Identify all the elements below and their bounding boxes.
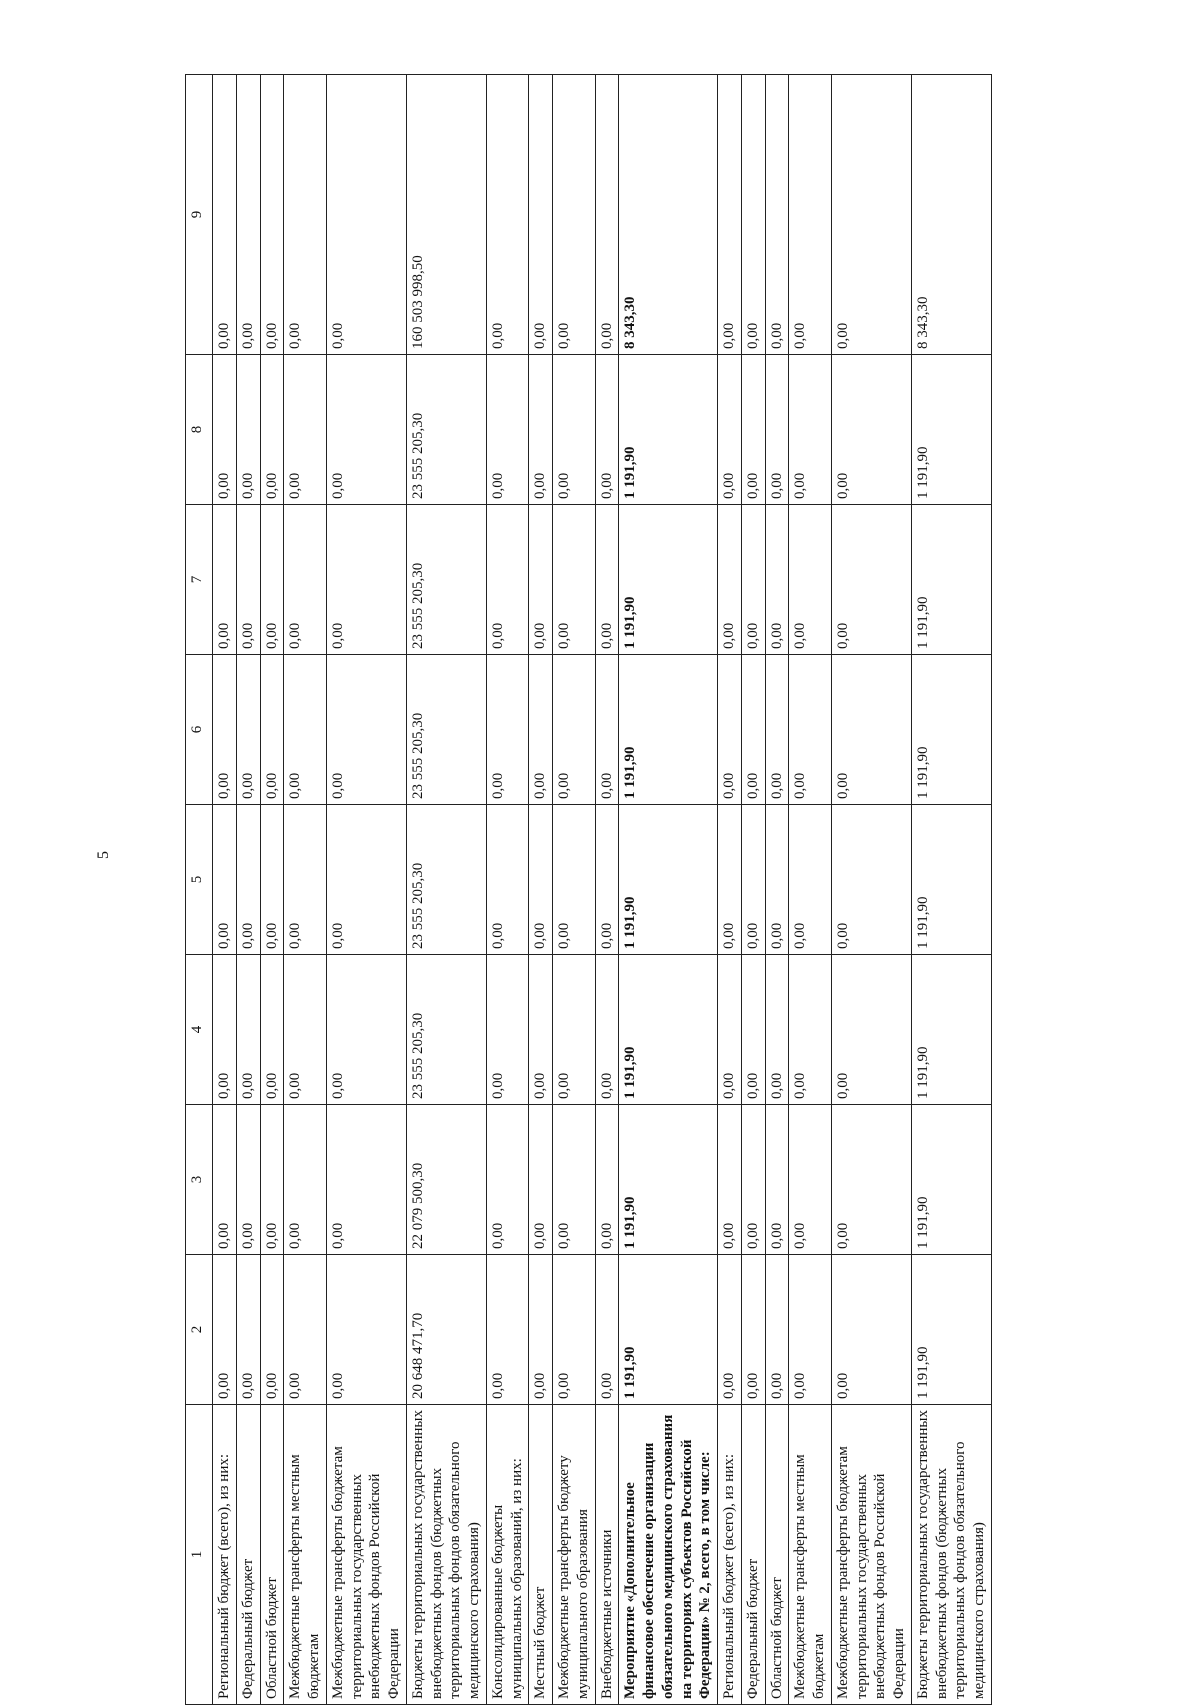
value-cell: 0,00 bbox=[486, 655, 529, 805]
value-cell: 1 191,90 bbox=[619, 805, 718, 955]
table-body bbox=[213, 75, 992, 1705]
row-label: Федеральный бюджет bbox=[236, 1405, 260, 1705]
value-cell: 0,00 bbox=[741, 1105, 765, 1255]
row-label: Региональный бюджет (всего), из них: bbox=[213, 1405, 237, 1705]
value-cell: 8 343,30 bbox=[911, 75, 991, 355]
value-cell: 0,00 bbox=[718, 355, 742, 505]
value-cell: 0,00 bbox=[765, 505, 789, 655]
value-cell: 1 191,90 bbox=[619, 655, 718, 805]
table-row bbox=[236, 75, 260, 1705]
row-label: Консолидированные бюджеты муниципальных образований, из них: bbox=[486, 1405, 529, 1705]
value-cell: 0,00 bbox=[595, 355, 619, 505]
value-cell: 0,00 bbox=[553, 805, 596, 955]
value-cell: 0,00 bbox=[789, 75, 832, 355]
value-cell: 0,00 bbox=[213, 355, 237, 505]
value-cell: 0,00 bbox=[718, 1105, 742, 1255]
value-cell: 0,00 bbox=[741, 505, 765, 655]
value-cell: 0,00 bbox=[213, 805, 237, 955]
value-cell: 0,00 bbox=[213, 1105, 237, 1255]
table-row bbox=[718, 75, 742, 1705]
value-cell: 23 555 205,30 bbox=[406, 655, 486, 805]
value-cell: 0,00 bbox=[789, 655, 832, 805]
value-cell: 0,00 bbox=[284, 1255, 327, 1405]
value-cell: 0,00 bbox=[260, 955, 284, 1105]
value-cell: 0,00 bbox=[831, 655, 911, 805]
value-cell: 0,00 bbox=[486, 505, 529, 655]
column-header-3: 3 bbox=[186, 1105, 213, 1255]
value-cell: 0,00 bbox=[213, 505, 237, 655]
value-cell: 0,00 bbox=[486, 355, 529, 505]
value-cell: 1 191,90 bbox=[911, 355, 991, 505]
value-cell: 0,00 bbox=[326, 75, 406, 355]
value-cell: 0,00 bbox=[326, 655, 406, 805]
row-label: Местный бюджет bbox=[529, 1405, 553, 1705]
value-cell: 0,00 bbox=[529, 955, 553, 1105]
value-cell: 0,00 bbox=[260, 1255, 284, 1405]
value-cell: 0,00 bbox=[553, 1105, 596, 1255]
value-cell: 0,00 bbox=[718, 655, 742, 805]
column-header-2: 2 bbox=[186, 1255, 213, 1405]
value-cell: 0,00 bbox=[326, 1105, 406, 1255]
value-cell: 0,00 bbox=[236, 955, 260, 1105]
value-cell: 0,00 bbox=[284, 655, 327, 805]
row-label: Внебюджетные источники bbox=[595, 1405, 619, 1705]
value-cell: 0,00 bbox=[213, 955, 237, 1105]
value-cell: 0,00 bbox=[595, 805, 619, 955]
value-cell: 0,00 bbox=[831, 75, 911, 355]
value-cell: 0,00 bbox=[236, 355, 260, 505]
table-row bbox=[553, 75, 596, 1705]
value-cell: 0,00 bbox=[765, 805, 789, 955]
table-row bbox=[529, 75, 553, 1705]
value-cell: 0,00 bbox=[213, 1255, 237, 1405]
table-row bbox=[260, 75, 284, 1705]
table-row bbox=[741, 75, 765, 1705]
value-cell: 0,00 bbox=[765, 355, 789, 505]
value-cell: 0,00 bbox=[765, 75, 789, 355]
value-cell: 0,00 bbox=[553, 75, 596, 355]
value-cell: 0,00 bbox=[529, 75, 553, 355]
value-cell: 0,00 bbox=[529, 805, 553, 955]
value-cell: 0,00 bbox=[595, 1105, 619, 1255]
row-label: Мероприятие «Дополнительное финансовое обеспечение организации обязательного медицинского страхования на территориях субъектов Российской Федерации» № 2, всего, в том числе: bbox=[619, 1405, 718, 1705]
value-cell: 1 191,90 bbox=[911, 1255, 991, 1405]
rotated-table-container bbox=[185, 75, 1200, 1705]
value-cell: 1 191,90 bbox=[911, 955, 991, 1105]
value-cell: 1 191,90 bbox=[619, 955, 718, 1105]
value-cell: 0,00 bbox=[831, 805, 911, 955]
value-cell: 1 191,90 bbox=[911, 1105, 991, 1255]
value-cell: 0,00 bbox=[529, 1255, 553, 1405]
value-cell: 1 191,90 bbox=[619, 1255, 718, 1405]
value-cell: 0,00 bbox=[260, 1105, 284, 1255]
column-header-6: 6 bbox=[186, 655, 213, 805]
table-row bbox=[595, 75, 619, 1705]
column-header-5: 5 bbox=[186, 805, 213, 955]
value-cell: 0,00 bbox=[486, 955, 529, 1105]
value-cell: 0,00 bbox=[789, 805, 832, 955]
column-header-4: 4 bbox=[186, 955, 213, 1105]
value-cell: 1 191,90 bbox=[911, 805, 991, 955]
value-cell: 0,00 bbox=[789, 955, 832, 1105]
row-label: Межбюджетные трансферты бюджетам территориальных государственных внебюджетных фондов Российской Федерации bbox=[831, 1405, 911, 1705]
value-cell: 0,00 bbox=[326, 505, 406, 655]
table-row bbox=[911, 75, 991, 1705]
value-cell: 1 191,90 bbox=[619, 505, 718, 655]
table-row bbox=[486, 75, 529, 1705]
value-cell: 0,00 bbox=[718, 955, 742, 1105]
value-cell: 0,00 bbox=[284, 355, 327, 505]
row-label: Межбюджетные трансферты бюджету муниципального образования bbox=[553, 1405, 596, 1705]
value-cell: 0,00 bbox=[553, 1255, 596, 1405]
value-cell: 0,00 bbox=[236, 805, 260, 955]
value-cell: 0,00 bbox=[260, 655, 284, 805]
value-cell: 1 191,90 bbox=[619, 355, 718, 505]
row-label: Межбюджетные трансферты бюджетам территориальных государственных внебюджетных фондов Российской Федерации bbox=[326, 1405, 406, 1705]
value-cell: 23 555 205,30 bbox=[406, 505, 486, 655]
value-cell: 23 555 205,30 bbox=[406, 805, 486, 955]
value-cell: 0,00 bbox=[718, 805, 742, 955]
value-cell: 0,00 bbox=[486, 1255, 529, 1405]
value-cell: 1 191,90 bbox=[619, 1105, 718, 1255]
value-cell: 0,00 bbox=[595, 1255, 619, 1405]
value-cell: 0,00 bbox=[260, 805, 284, 955]
value-cell: 1 191,90 bbox=[911, 655, 991, 805]
value-cell: 0,00 bbox=[529, 1105, 553, 1255]
value-cell: 0,00 bbox=[236, 1105, 260, 1255]
value-cell: 0,00 bbox=[529, 505, 553, 655]
value-cell: 0,00 bbox=[553, 655, 596, 805]
value-cell: 0,00 bbox=[765, 1105, 789, 1255]
value-cell: 0,00 bbox=[789, 1255, 832, 1405]
value-cell: 0,00 bbox=[326, 1255, 406, 1405]
value-cell: 0,00 bbox=[284, 505, 327, 655]
row-label: Областной бюджет bbox=[260, 1405, 284, 1705]
column-header-7: 7 bbox=[186, 505, 213, 655]
table-row bbox=[213, 75, 237, 1705]
value-cell: 0,00 bbox=[553, 955, 596, 1105]
value-cell: 0,00 bbox=[553, 355, 596, 505]
value-cell: 0,00 bbox=[595, 75, 619, 355]
value-cell: 0,00 bbox=[741, 955, 765, 1105]
value-cell: 0,00 bbox=[831, 505, 911, 655]
value-cell: 0,00 bbox=[486, 805, 529, 955]
value-cell: 0,00 bbox=[326, 805, 406, 955]
table-row bbox=[619, 75, 718, 1705]
value-cell: 1 191,90 bbox=[911, 505, 991, 655]
value-cell: 0,00 bbox=[741, 355, 765, 505]
value-cell: 0,00 bbox=[741, 805, 765, 955]
value-cell: 0,00 bbox=[284, 955, 327, 1105]
header-row bbox=[186, 75, 213, 1705]
value-cell: 0,00 bbox=[595, 505, 619, 655]
value-cell: 0,00 bbox=[718, 75, 742, 355]
value-cell: 0,00 bbox=[765, 655, 789, 805]
value-cell: 0,00 bbox=[486, 75, 529, 355]
value-cell: 0,00 bbox=[765, 1255, 789, 1405]
value-cell: 0,00 bbox=[213, 75, 237, 355]
row-label: Межбюджетные трансферты местным бюджетам bbox=[789, 1405, 832, 1705]
row-label: Бюджеты территориальных государственных внебюджетных фондов (бюджетных территориальных фондов обязательного медицинского страхования) bbox=[911, 1405, 991, 1705]
value-cell: 0,00 bbox=[260, 355, 284, 505]
value-cell: 0,00 bbox=[529, 655, 553, 805]
value-cell: 0,00 bbox=[260, 75, 284, 355]
value-cell: 0,00 bbox=[718, 505, 742, 655]
budget-table bbox=[185, 74, 992, 1705]
value-cell: 0,00 bbox=[236, 1255, 260, 1405]
value-cell: 0,00 bbox=[595, 955, 619, 1105]
row-label: Бюджеты территориальных государственных внебюджетных фондов (бюджетных территориальных фондов обязательного медицинского страхования) bbox=[406, 1405, 486, 1705]
table-row bbox=[831, 75, 911, 1705]
value-cell: 23 555 205,30 bbox=[406, 355, 486, 505]
column-header-1: 1 bbox=[186, 1405, 213, 1705]
column-header-9: 9 bbox=[186, 75, 213, 355]
column-header-8: 8 bbox=[186, 355, 213, 505]
value-cell: 0,00 bbox=[595, 655, 619, 805]
value-cell: 0,00 bbox=[765, 955, 789, 1105]
row-label: Межбюджетные трансферты местным бюджетам bbox=[284, 1405, 327, 1705]
value-cell: 0,00 bbox=[789, 355, 832, 505]
value-cell: 0,00 bbox=[831, 1105, 911, 1255]
value-cell: 0,00 bbox=[741, 1255, 765, 1405]
value-cell: 20 648 471,70 bbox=[406, 1255, 486, 1405]
value-cell: 0,00 bbox=[326, 355, 406, 505]
table-row bbox=[789, 75, 832, 1705]
value-cell: 0,00 bbox=[486, 1105, 529, 1255]
value-cell: 160 503 998,50 bbox=[406, 75, 486, 355]
row-label: Региональный бюджет (всего), из них: bbox=[718, 1405, 742, 1705]
value-cell: 0,00 bbox=[236, 75, 260, 355]
value-cell: 22 079 500,30 bbox=[406, 1105, 486, 1255]
table-row bbox=[326, 75, 406, 1705]
value-cell: 0,00 bbox=[741, 75, 765, 355]
table-row bbox=[765, 75, 789, 1705]
page-number: 5 bbox=[95, 851, 112, 859]
value-cell: 0,00 bbox=[284, 75, 327, 355]
value-cell: 23 555 205,30 bbox=[406, 955, 486, 1105]
value-cell: 0,00 bbox=[789, 505, 832, 655]
value-cell: 0,00 bbox=[236, 505, 260, 655]
table-row bbox=[406, 75, 486, 1705]
row-label: Федеральный бюджет bbox=[741, 1405, 765, 1705]
value-cell: 0,00 bbox=[529, 355, 553, 505]
value-cell: 0,00 bbox=[553, 505, 596, 655]
value-cell: 0,00 bbox=[284, 1105, 327, 1255]
value-cell: 0,00 bbox=[236, 655, 260, 805]
table-row bbox=[284, 75, 327, 1705]
value-cell: 8 343,30 bbox=[619, 75, 718, 355]
value-cell: 0,00 bbox=[789, 1105, 832, 1255]
value-cell: 0,00 bbox=[831, 355, 911, 505]
value-cell: 0,00 bbox=[741, 655, 765, 805]
value-cell: 0,00 bbox=[326, 955, 406, 1105]
value-cell: 0,00 bbox=[718, 1255, 742, 1405]
row-label: Областной бюджет bbox=[765, 1405, 789, 1705]
value-cell: 0,00 bbox=[284, 805, 327, 955]
value-cell: 0,00 bbox=[213, 655, 237, 805]
value-cell: 0,00 bbox=[831, 1255, 911, 1405]
value-cell: 0,00 bbox=[260, 505, 284, 655]
value-cell: 0,00 bbox=[831, 955, 911, 1105]
